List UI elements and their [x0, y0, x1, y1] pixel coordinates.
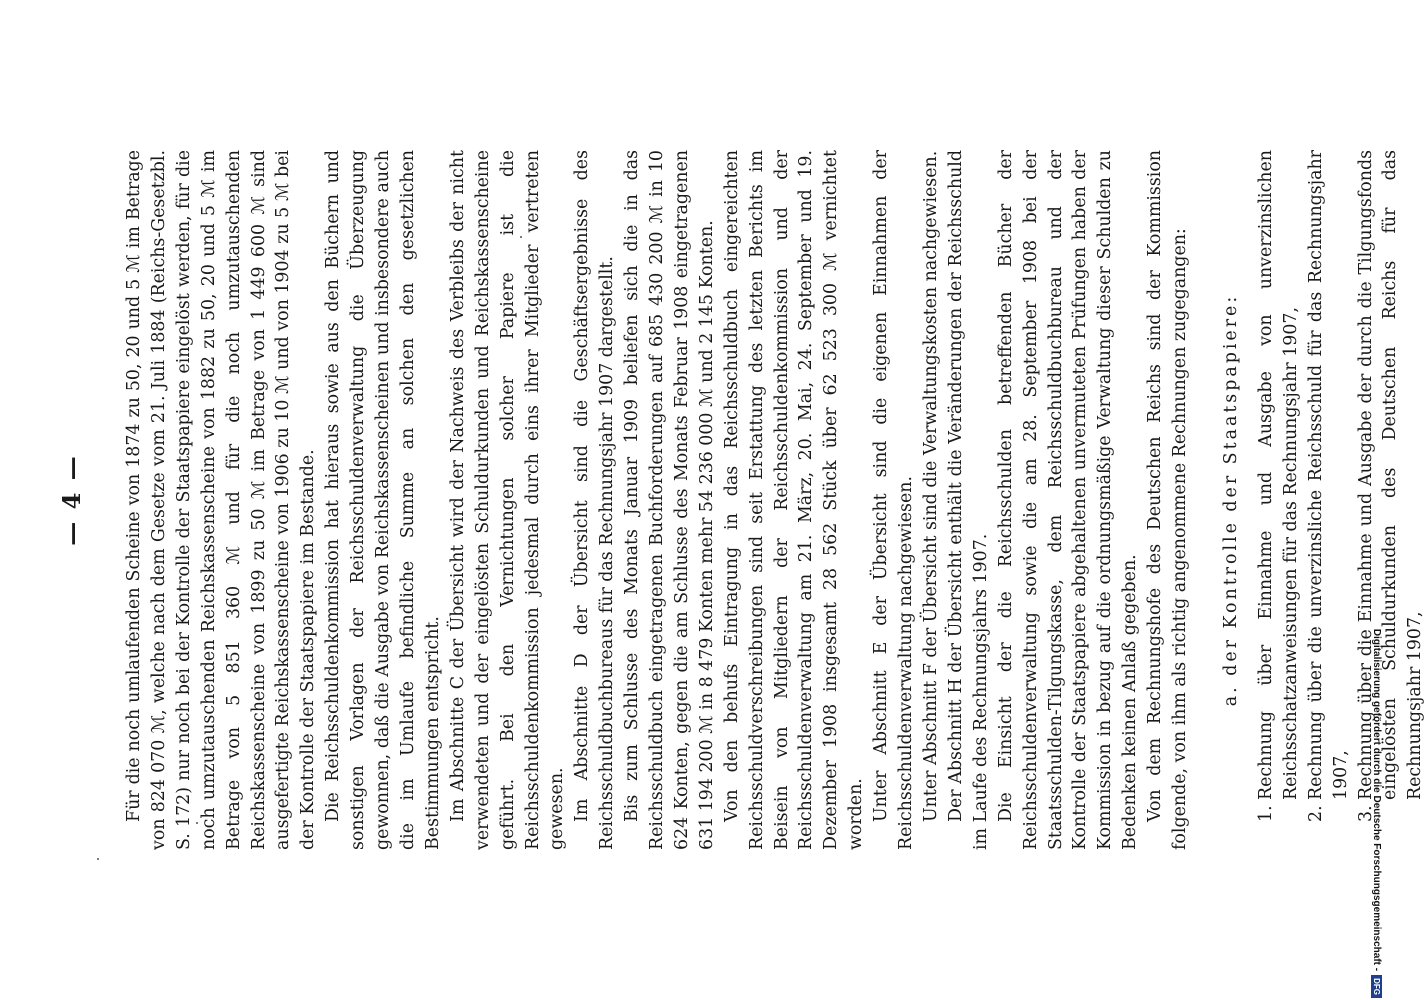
paragraph: Unter Abschnitt F der Übersicht sind die Verwaltungskosten nachgewiesen.: [921, 150, 941, 822]
page-body: [122, 150, 1428, 850]
section-heading: a. der Kontrolle der Staatspapiere:: [1220, 293, 1241, 707]
scan-speck: [196, 822, 198, 824]
list-item-text: Rechnung über die unverzinsliche Reichsschuld für das Rechnungsjahr 1907,: [1305, 150, 1351, 800]
list-item: [1354, 150, 1428, 822]
list-item: [1254, 150, 1304, 822]
paragraph: Von dem Rechnungshofe des Deutschen Reichs sind der Kommission folgende, von ihm als richtig angenommene Rechnungen zugegangen:: [1145, 150, 1191, 850]
paragraph: Die Reichsschuldenkommission hat hieraus sowie aus den Büchern und sonstigen Vorlagen der Reichsschuldenverwaltung die Überzeugung gewonnen, daß die Ausgabe von Reichskassenscheinen und insbesondere auch die im Umlaufe befindliche Summe an solchen den gesetzlichen Bestimmungen entspricht.: [323, 150, 443, 850]
paragraph: Der Abschnitt H der Übersicht enthält die Veränderungen der Reichsschuld im Laufe des Rechnungsjahrs 1907.: [945, 150, 991, 850]
paragraph: Für die noch umlaufenden Scheine von 1874 zu 50, 20 und 5 ℳ im Betrage von 824 070 ℳ, welche nach dem Gesetze vom 21. Juli 1884 (Reichs-Gesetzbl. S. 172) nur noch bei der Kontrolle der Staatspapiere eingelöst werden, für die noch umzutauschenden Reichskassenscheine von 1882 zu 50, 20 und 5 ℳ im Betrage von 5 851 360 ℳ und für die noch umzutauschenden Reichskassenscheine von 1899 zu 50 ℳ im Betrage von 1 449 600 ℳ sind ausgefertigte Reichskassenscheine von 1906 zu 10 ℳ und von 1904 zu 5 ℳ bei der Kontrolle der Staatspapiere im Bestande.: [124, 150, 319, 850]
paragraph: Von den behufs Eintragung in das Reichsschuldbuch eingereichten Reichsschuldverschreibungen sind seit Erstattung des letzten Berichts im Beisein von Mitgliedern der Reichsschuldenkommission und der Reichsschuldenverwaltung am 21. März, 20. Mai, 24. September und 19. Dezember 1908 insgesamt 28 562 Stück über 62 523 300 ℳ vernichtet worden.: [721, 150, 867, 850]
digitization-credit: [1371, 8, 1383, 998]
list-item-text: Rechnung über Einnahme und Ausgabe von unverzinslichen Reichsschatzanweisungen für das Rechnungsjahr 1907,: [1255, 150, 1301, 800]
list-item-number: 3.: [1355, 805, 1376, 822]
paragraph: Bis zum Schlusse des Monats Januar 1909 beliefen sich die in das Reichsschuldbuch eingetragenen Buchforderungen auf 685 430 200 ℳ in 10 624 Konten, gegen die am Schlusse des Monats Februar 1908 eingetragenen 631 194 200 ℳ in 8 479 Konten mehr 54 236 000 ℳ und 2 145 Konten.: [622, 150, 717, 850]
paragraph: Im Abschnitte D der Übersicht sind die Geschäftsergebnisse des Reichsschuldbuchbureaus für das Rechnungsjahr 1907 dargestellt.: [572, 150, 618, 850]
page-number: — 4 —: [57, 454, 86, 546]
paragraph: Die Einsicht der die Reichsschulden betreffenden Bücher der Reichsschuldenverwaltung sowie die am 28. September 1908 bei der Staatsschulden-Tilgungskasse, dem Reichsschuldbuchbureau und der Kontrolle der Staatspapiere abgehaltenen unvermuteten Prüfungen haben der Kommission in bezug auf die ordnungsmäßige Verwaltung dieser Schulden zu Bedenken keinen Anlaß gegeben.: [995, 150, 1141, 850]
scan-speck: [97, 858, 99, 860]
paragraph: Im Abschnitte C der Übersicht wird der Nachweis des Verbleibs der nicht verwendeten und der eingelösten Schuldurkunden und Reichskassenscheine geführt. Bei den Vernichtungen solcher Papiere ist die Reichsschuldenkommission jedesmal durch eins ihrer Mitglieder vertreten gewesen.: [447, 150, 568, 850]
credit-text: Digitalisierung gefördert durch die Deutsche Forschungsgemeinschaft -: [1371, 628, 1383, 972]
rechnungen-list: [1254, 150, 1428, 850]
list-item-number: 1.: [1255, 805, 1276, 822]
paragraph: Unter Abschnitt E der Übersicht sind die eigenen Einnahmen der Reichsschuldenverwaltung nachgewiesen.: [871, 150, 917, 850]
list-item-number: 2.: [1305, 805, 1326, 822]
scan-speck: [520, 236, 522, 238]
dfg-logo: DFG: [1372, 975, 1383, 998]
list-item: [1304, 150, 1354, 822]
list-item-text: Rechnung über die Einnahme und Ausgabe der durch die Tilgungsfonds eingelösten Schuldurkunden des Deutschen Reichs für das Rechnungsjahr 1907,: [1355, 150, 1426, 800]
